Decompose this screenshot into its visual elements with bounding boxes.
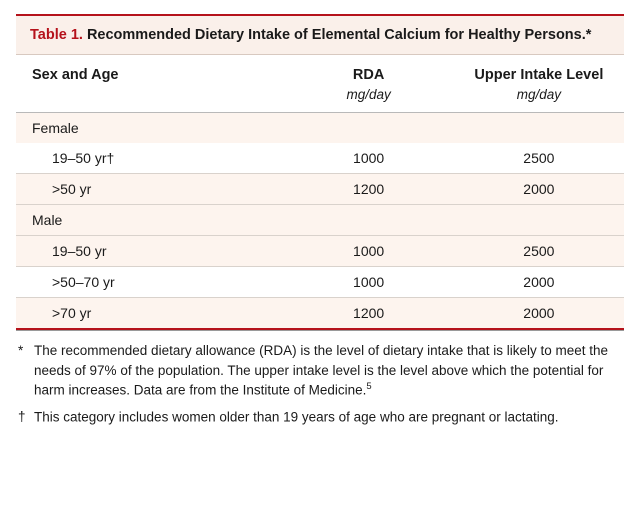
table-title: Recommended Dietary Intake of Elemental Calcium for Healthy Persons.* — [86, 27, 592, 43]
row-label: Female — [16, 113, 284, 144]
header-row-labels — [16, 55, 624, 85]
row-rda: 1000 — [353, 150, 385, 167]
calcium-intake-table — [16, 55, 624, 328]
table-row — [16, 113, 624, 144]
row-rda — [284, 113, 454, 144]
row-label: >50 yr — [16, 174, 284, 205]
column-header-rda: RDA — [352, 67, 385, 84]
row-rda: 1000 — [284, 236, 454, 267]
column-header-upper-intake-level: Upper Intake Level — [474, 67, 604, 84]
footnote-body: The recommended dietary allowance (RDA) is the level of dietary intake that is likely to meet the needs of 97% of the population. The upper intake level is the level above which the potential for harm increases. Data are from the Institute of Medicine. — [34, 343, 609, 398]
row-upper — [454, 113, 624, 144]
column-unit-rda: mg/day — [346, 87, 391, 103]
footnote-text — [34, 341, 622, 400]
row-rda: 1200 — [284, 174, 454, 205]
row-label: >50–70 yr — [16, 267, 284, 298]
table-caption — [16, 16, 624, 55]
column-unit-sex-and-age — [16, 85, 284, 112]
row-rda: 1000 — [284, 267, 454, 298]
footnote-body: This category includes women older than 19 years of age who are pregnant or lactating. — [34, 409, 559, 425]
footnote-item — [18, 341, 622, 400]
footnote-mark: † — [18, 409, 26, 425]
table-header — [16, 55, 624, 113]
row-upper: 2000 — [454, 267, 624, 298]
header-row-units — [16, 85, 624, 112]
footnote-mark: * — [18, 343, 24, 359]
row-label: 19–50 yr — [16, 236, 284, 267]
row-rda: 1200 — [284, 298, 454, 329]
table-row — [16, 174, 624, 205]
row-label: Male — [16, 205, 284, 236]
table-card — [16, 14, 624, 330]
table-row — [16, 236, 624, 267]
row-rda — [284, 205, 454, 236]
row-upper: 2500 — [523, 150, 555, 167]
row-upper: 2500 — [454, 236, 624, 267]
table-row — [16, 298, 624, 329]
row-upper — [454, 205, 624, 236]
table-footnotes — [16, 330, 624, 434]
row-label: >70 yr — [16, 298, 284, 329]
table-number: Table 1. — [30, 27, 83, 43]
column-header-sex-and-age: Sex and Age — [32, 67, 119, 84]
table-row — [16, 267, 624, 298]
table-row — [16, 205, 624, 236]
row-upper: 2000 — [454, 298, 624, 329]
footnote-text — [34, 407, 622, 427]
footnote-reference: 5 — [366, 381, 372, 393]
footnote-item — [18, 407, 622, 427]
table-row — [16, 143, 624, 174]
row-upper: 2000 — [454, 174, 624, 205]
table-body — [16, 113, 624, 329]
column-unit-upper-intake-level: mg/day — [516, 87, 562, 103]
row-label: 19–50 yr† — [52, 150, 115, 167]
